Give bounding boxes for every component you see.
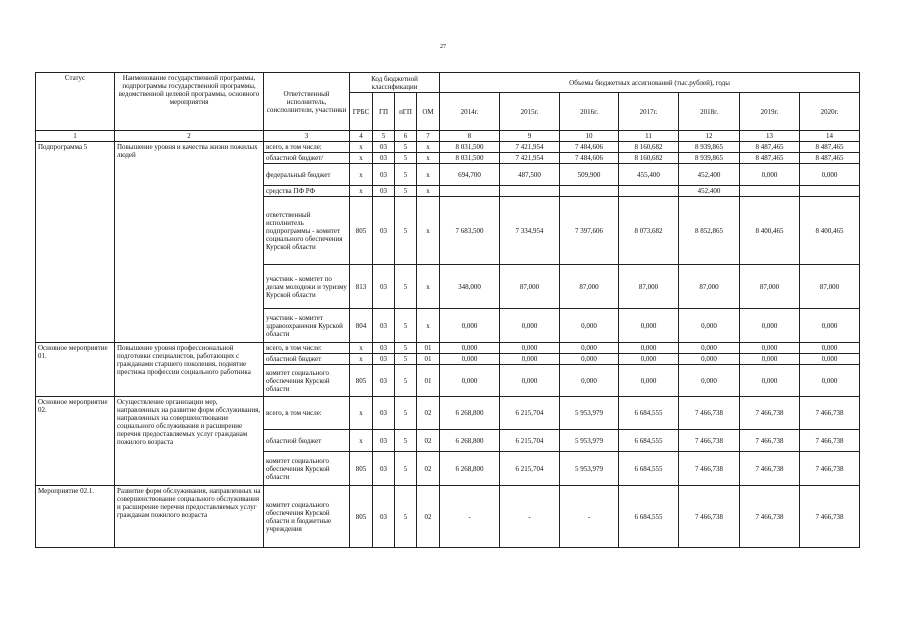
row-code-gp: 03 <box>373 365 395 397</box>
row-value-2020: 7 466,738 <box>800 452 860 486</box>
table-row <box>36 343 860 354</box>
row-code-om: x <box>417 197 440 265</box>
row-code-om: 02 <box>417 430 440 452</box>
row-value-2019: 0,000 <box>740 164 800 186</box>
column-index: 6 <box>395 131 417 142</box>
row-responsible: комитет социального обеспечения Курской области и бюджетные учреждения <box>264 486 350 548</box>
row-code-gp: 03 <box>373 142 395 153</box>
row-value-2016: 7 484,606 <box>560 142 619 153</box>
row-value-2019: 8 400,465 <box>740 197 800 265</box>
row-code-grbs: x <box>350 164 373 186</box>
row-code-om: x <box>417 142 440 153</box>
header-code-grbs: ГРБС <box>350 93 373 131</box>
row-code-pgp: 5 <box>395 153 417 164</box>
row-value-2014: 0,000 <box>440 365 500 397</box>
row-value-2019: 7 466,738 <box>740 486 800 548</box>
row-code-grbs: 805 <box>350 197 373 265</box>
row-program-name: Осуществление организации мер, направленных на развитие форм обслуживания, направленных на совершенствование социального обслуживания и расширение перечня предоставляемых услуг гражданам пожилого возраста <box>115 397 264 486</box>
row-responsible: всего, в том числе: <box>264 397 350 430</box>
row-value-2015: 0,000 <box>500 365 560 397</box>
row-value-2015: 0,000 <box>500 343 560 354</box>
row-value-2019: 7 466,738 <box>740 397 800 430</box>
row-code-grbs: x <box>350 343 373 354</box>
row-value-2020: 0,000 <box>800 164 860 186</box>
row-value-2014: 0,000 <box>440 354 500 365</box>
row-value-2016: 5 953,979 <box>560 452 619 486</box>
row-code-grbs: 813 <box>350 265 373 309</box>
row-value-2016: - <box>560 486 619 548</box>
row-value-2018: 452,400 <box>679 186 740 197</box>
row-program-name: Развитие форм обслуживания, направленных на совершенствование социального обслуживания и расширение перечня предоставляемых услуг гражданам пожилого возраста <box>115 486 264 548</box>
header-year-2014: 2014г. <box>440 93 500 131</box>
row-value-2019: 0,000 <box>740 365 800 397</box>
row-value-2014: 0,000 <box>440 309 500 343</box>
row-value-2017: 87,000 <box>619 265 679 309</box>
table-row <box>36 142 860 153</box>
row-value-2014: 8 031,500 <box>440 142 500 153</box>
column-index: 12 <box>679 131 740 142</box>
row-code-pgp: 5 <box>395 343 417 354</box>
column-index-row <box>36 131 860 142</box>
row-code-gp: 03 <box>373 354 395 365</box>
row-value-2016: 0,000 <box>560 354 619 365</box>
row-value-2018: 7 466,738 <box>679 486 740 548</box>
row-value-2019 <box>740 186 800 197</box>
row-value-2017: 6 684,555 <box>619 486 679 548</box>
row-value-2019: 87,000 <box>740 265 800 309</box>
row-code-gp: 03 <box>373 186 395 197</box>
row-value-2018: 0,000 <box>679 309 740 343</box>
row-code-grbs: 805 <box>350 486 373 548</box>
row-status: Основное мероприятие 02. <box>36 397 115 486</box>
header-year-2020: 2020г. <box>800 93 860 131</box>
row-value-2016: 0,000 <box>560 365 619 397</box>
row-code-om: x <box>417 265 440 309</box>
page-number: 27 <box>440 44 446 50</box>
row-value-2014: - <box>440 486 500 548</box>
column-index: 5 <box>373 131 395 142</box>
row-code-om: 02 <box>417 486 440 548</box>
row-code-grbs: x <box>350 397 373 430</box>
row-code-grbs: x <box>350 142 373 153</box>
row-value-2020: 87,000 <box>800 265 860 309</box>
row-code-om: 02 <box>417 452 440 486</box>
row-value-2017: 0,000 <box>619 354 679 365</box>
row-value-2020 <box>800 186 860 197</box>
row-value-2020: 0,000 <box>800 309 860 343</box>
row-value-2018: 7 466,738 <box>679 397 740 430</box>
row-value-2017: 0,000 <box>619 343 679 354</box>
row-value-2017: 455,400 <box>619 164 679 186</box>
row-code-gp: 03 <box>373 397 395 430</box>
row-code-om: x <box>417 153 440 164</box>
row-responsible: областной бюджет/ <box>264 153 350 164</box>
row-responsible: всего, в том числе: <box>264 142 350 153</box>
row-value-2019: 0,000 <box>740 343 800 354</box>
row-value-2015: 87,000 <box>500 265 560 309</box>
header-program-name: Наименование государственной программы, подпрограммы государственной программы, ведомственной целевой программы, основного мероприятия <box>115 73 264 131</box>
row-value-2014: 0,000 <box>440 343 500 354</box>
row-code-gp: 03 <box>373 197 395 265</box>
row-value-2018: 0,000 <box>679 343 740 354</box>
row-responsible: областной бюджет <box>264 430 350 452</box>
row-value-2016 <box>560 186 619 197</box>
row-value-2020: 8 487,465 <box>800 142 860 153</box>
header-year-2019: 2019г. <box>740 93 800 131</box>
row-code-pgp: 5 <box>395 397 417 430</box>
row-value-2016: 5 953,979 <box>560 397 619 430</box>
row-code-om: 02 <box>417 397 440 430</box>
row-code-om: x <box>417 164 440 186</box>
row-responsible: федеральный бюджет <box>264 164 350 186</box>
column-index: 10 <box>560 131 619 142</box>
row-code-pgp: 5 <box>395 452 417 486</box>
row-value-2015: 7 334,954 <box>500 197 560 265</box>
row-value-2016: 7 397,606 <box>560 197 619 265</box>
row-value-2017: 6 684,555 <box>619 430 679 452</box>
row-status: Основное мероприятие 01. <box>36 343 115 397</box>
row-value-2020: 7 466,738 <box>800 397 860 430</box>
row-code-pgp: 5 <box>395 354 417 365</box>
row-code-grbs: 805 <box>350 452 373 486</box>
row-value-2016: 0,000 <box>560 343 619 354</box>
row-code-om: x <box>417 186 440 197</box>
row-code-om: 01 <box>417 343 440 354</box>
column-index: 11 <box>619 131 679 142</box>
row-value-2015: 0,000 <box>500 354 560 365</box>
row-code-gp: 03 <box>373 164 395 186</box>
row-responsible: всего, в том числе: <box>264 343 350 354</box>
header-year-2016: 2016г. <box>560 93 619 131</box>
row-value-2015: - <box>500 486 560 548</box>
row-value-2020: 7 466,738 <box>800 486 860 548</box>
column-index: 14 <box>800 131 860 142</box>
row-value-2014: 7 683,500 <box>440 197 500 265</box>
row-value-2015: 487,500 <box>500 164 560 186</box>
column-index: 13 <box>740 131 800 142</box>
row-status: Мероприятие 02.1. <box>36 486 115 548</box>
column-index: 4 <box>350 131 373 142</box>
row-value-2018: 8 852,865 <box>679 197 740 265</box>
row-code-gp: 03 <box>373 309 395 343</box>
table-row <box>36 486 860 548</box>
row-code-grbs: x <box>350 186 373 197</box>
table-body <box>36 142 860 548</box>
row-code-grbs: 804 <box>350 309 373 343</box>
row-value-2015 <box>500 186 560 197</box>
header-code-om: ОМ <box>417 93 440 131</box>
row-responsible: комитет социального обеспечения Курской области <box>264 452 350 486</box>
row-value-2020: 0,000 <box>800 354 860 365</box>
row-value-2017: 0,000 <box>619 365 679 397</box>
row-responsible: участник - комитет здравоохранения Курской области <box>264 309 350 343</box>
row-value-2015: 6 215,704 <box>500 452 560 486</box>
column-index: 9 <box>500 131 560 142</box>
row-value-2016: 7 484,606 <box>560 153 619 164</box>
row-program-name: Повышение уровня и качества жизни пожилых людей <box>115 142 264 343</box>
header-code-pgp: пГП <box>395 93 417 131</box>
row-value-2015: 7 421,954 <box>500 153 560 164</box>
header-year-2015: 2015г. <box>500 93 560 131</box>
row-code-pgp: 5 <box>395 309 417 343</box>
row-code-pgp: 5 <box>395 486 417 548</box>
row-value-2014: 6 268,800 <box>440 430 500 452</box>
row-value-2015: 6 215,704 <box>500 430 560 452</box>
row-code-pgp: 5 <box>395 197 417 265</box>
row-code-pgp: 5 <box>395 430 417 452</box>
header-year-2018: 2018г. <box>679 93 740 131</box>
row-value-2017: 6 684,555 <box>619 397 679 430</box>
row-program-name: Повышение уровня профессиональной подготовки специалистов, работающих с гражданами старшего поколения, поднятие престижа профессии социального работника <box>115 343 264 397</box>
row-value-2014: 8 031,500 <box>440 153 500 164</box>
row-value-2019: 0,000 <box>740 309 800 343</box>
row-value-2018: 7 466,738 <box>679 452 740 486</box>
row-value-2016: 5 953,979 <box>560 430 619 452</box>
row-code-grbs: x <box>350 354 373 365</box>
row-value-2018: 7 466,738 <box>679 430 740 452</box>
row-value-2017: 8 160,682 <box>619 142 679 153</box>
row-value-2018: 0,000 <box>679 354 740 365</box>
column-index: 1 <box>36 131 115 142</box>
row-code-pgp: 5 <box>395 164 417 186</box>
row-code-gp: 03 <box>373 452 395 486</box>
row-code-om: 01 <box>417 354 440 365</box>
row-value-2018: 8 939,865 <box>679 142 740 153</box>
row-code-grbs: 805 <box>350 365 373 397</box>
row-value-2018: 452,400 <box>679 164 740 186</box>
row-value-2020: 8 400,465 <box>800 197 860 265</box>
row-code-om: 01 <box>417 365 440 397</box>
row-value-2020: 8 487,465 <box>800 153 860 164</box>
row-code-grbs: x <box>350 153 373 164</box>
row-value-2017 <box>619 186 679 197</box>
row-code-pgp: 5 <box>395 365 417 397</box>
row-code-gp: 03 <box>373 265 395 309</box>
row-responsible: областной бюджет <box>264 354 350 365</box>
row-value-2019: 8 487,465 <box>740 142 800 153</box>
header-responsible: Ответственный исполнитель, соисполнители, участники <box>264 73 350 131</box>
row-code-om: x <box>417 309 440 343</box>
row-code-gp: 03 <box>373 343 395 354</box>
row-value-2019: 8 487,465 <box>740 153 800 164</box>
row-code-gp: 03 <box>373 153 395 164</box>
row-value-2017: 0,000 <box>619 309 679 343</box>
row-value-2017: 8 160,682 <box>619 153 679 164</box>
column-index: 8 <box>440 131 500 142</box>
table-row <box>36 397 860 430</box>
header-budget-volumes: Объемы бюджетных ассигнований (тыс.рублей), годы <box>440 73 860 93</box>
budget-allocation-table <box>35 72 860 548</box>
row-value-2015: 6 215,704 <box>500 397 560 430</box>
row-value-2017: 6 684,555 <box>619 452 679 486</box>
row-value-2014: 6 268,800 <box>440 397 500 430</box>
header-code-gp: ГП <box>373 93 395 131</box>
row-value-2017: 8 073,682 <box>619 197 679 265</box>
row-value-2020: 7 466,738 <box>800 430 860 452</box>
row-value-2016: 509,900 <box>560 164 619 186</box>
row-value-2016: 87,000 <box>560 265 619 309</box>
row-code-pgp: 5 <box>395 265 417 309</box>
column-index: 7 <box>417 131 440 142</box>
row-code-pgp: 5 <box>395 186 417 197</box>
row-value-2020: 0,000 <box>800 343 860 354</box>
row-responsible: участник - комитет по делам молодежи и туризму Курской области <box>264 265 350 309</box>
row-responsible: средства ПФ РФ <box>264 186 350 197</box>
header-budget-code: Код бюджетной классификации <box>350 73 440 93</box>
row-value-2014: 348,000 <box>440 265 500 309</box>
row-value-2018: 0,000 <box>679 365 740 397</box>
row-responsible: комитет социального обеспечения Курской области <box>264 365 350 397</box>
row-value-2015: 0,000 <box>500 309 560 343</box>
row-value-2018: 87,000 <box>679 265 740 309</box>
row-value-2015: 7 421,954 <box>500 142 560 153</box>
row-code-grbs: x <box>350 430 373 452</box>
header-year-2017: 2017г. <box>619 93 679 131</box>
row-code-gp: 03 <box>373 430 395 452</box>
header-status: Статус <box>36 73 115 131</box>
row-value-2019: 7 466,738 <box>740 430 800 452</box>
row-value-2016: 0,000 <box>560 309 619 343</box>
row-value-2014 <box>440 186 500 197</box>
row-responsible: ответственный исполнитель подпрограммы - комитет социального обеспечения Курской области <box>264 197 350 265</box>
row-value-2014: 6 268,800 <box>440 452 500 486</box>
row-code-pgp: 5 <box>395 142 417 153</box>
row-value-2019: 0,000 <box>740 354 800 365</box>
row-code-gp: 03 <box>373 486 395 548</box>
row-value-2018: 8 939,865 <box>679 153 740 164</box>
column-index: 2 <box>115 131 264 142</box>
row-value-2020: 0,000 <box>800 365 860 397</box>
row-status: Подпрограмма 5 <box>36 142 115 343</box>
row-value-2014: 694,700 <box>440 164 500 186</box>
column-index: 3 <box>264 131 350 142</box>
row-value-2019: 7 466,738 <box>740 452 800 486</box>
